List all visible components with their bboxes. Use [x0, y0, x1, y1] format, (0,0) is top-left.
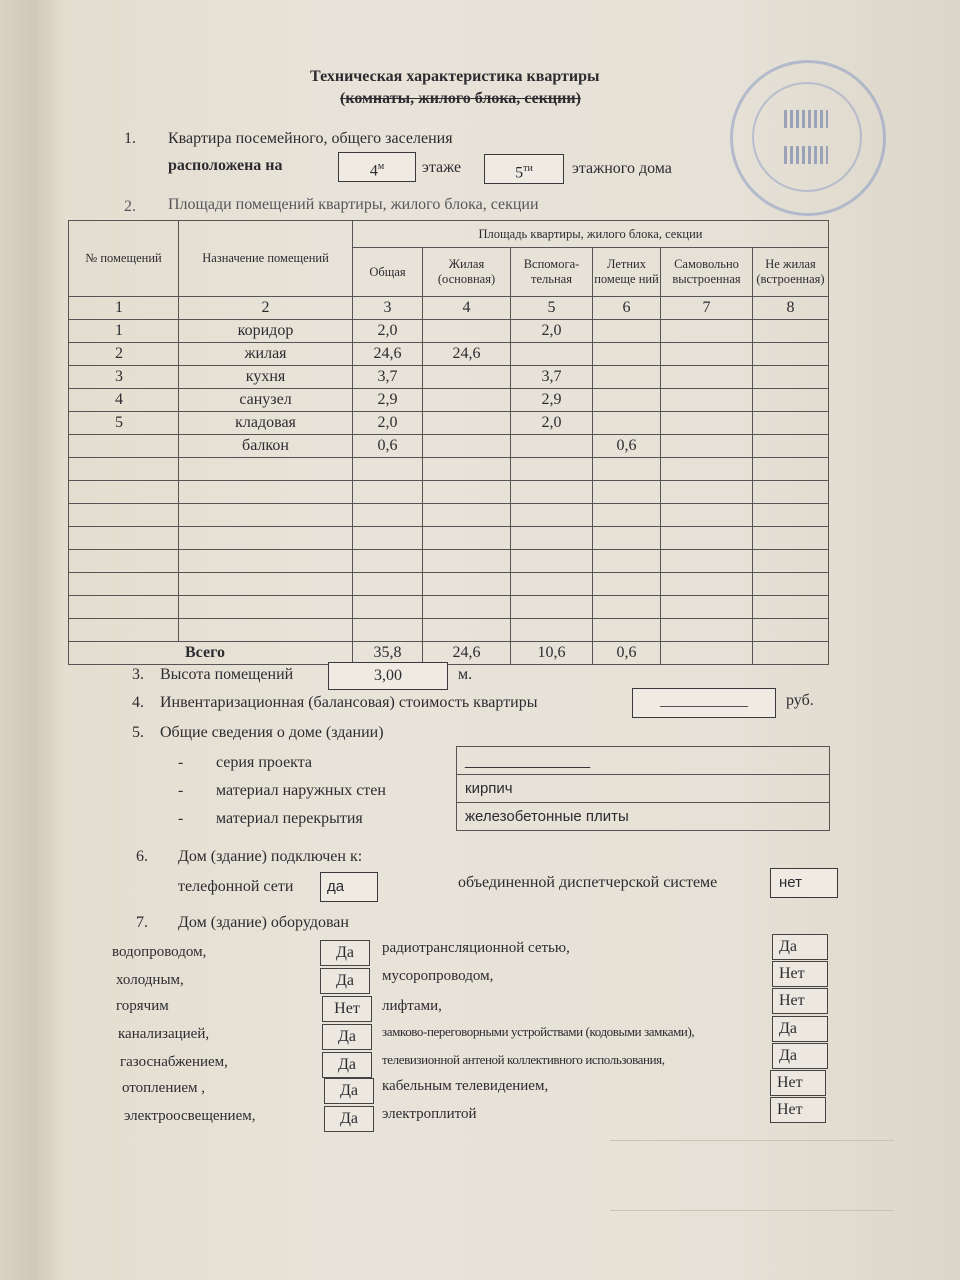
- room-number: 3: [69, 366, 179, 389]
- header-non-residential: Не жилая (встроенная): [753, 248, 829, 297]
- equipment-value: Да: [320, 968, 370, 994]
- header-auxiliary: Вспомога-тельная: [511, 248, 593, 297]
- floor-material-label: материал перекрытия: [216, 810, 363, 827]
- room-summer-area: [593, 343, 661, 366]
- room-summer-area: [593, 412, 661, 435]
- equipment-label: мусоропроводом,: [382, 968, 494, 984]
- item4-number: 4.: [132, 694, 144, 711]
- room-aux-area: 2,9: [511, 389, 593, 412]
- equipment-label: телевизионной антеной коллективного использования,: [382, 1052, 665, 1067]
- col-num-8: 8: [753, 297, 829, 320]
- floor-material-value: железобетонные плиты: [457, 803, 830, 831]
- room-name: санузел: [179, 389, 353, 412]
- equipment-value: Да: [324, 1078, 374, 1104]
- room-total-area: 2,0: [353, 412, 423, 435]
- room-name: жилая: [179, 343, 353, 366]
- equipment-value: Нет: [772, 961, 828, 987]
- total-row: [69, 642, 829, 665]
- col-num-3: 3: [353, 297, 423, 320]
- empty-row: [69, 596, 829, 619]
- ceiling-height-value: 3,00: [328, 662, 448, 690]
- equipment-label: кабельным телевидением,: [382, 1078, 549, 1094]
- floor-word: этаже: [422, 159, 462, 176]
- room-number: 4: [69, 389, 179, 412]
- item3-number: 3.: [132, 666, 144, 683]
- header-unauthorized: Самовольно выстроенная: [661, 248, 753, 297]
- room-living-area: [423, 412, 511, 435]
- phone-network-label: телефонной сети: [178, 878, 294, 895]
- header-area-group: Площадь квартиры, жилого блока, секции: [353, 221, 829, 248]
- header-total: Общая: [353, 248, 423, 297]
- room-name: кладовая: [179, 412, 353, 435]
- document-subtitle: (комнаты, жилого блока, секции): [340, 90, 581, 107]
- header-room-number: № помещений: [69, 221, 179, 297]
- room-living-area: 24,6: [423, 343, 511, 366]
- item5-number: 5.: [132, 724, 144, 741]
- col-num-7: 7: [661, 297, 753, 320]
- item1-located-label: расположена на: [168, 157, 283, 174]
- room-total-area: 2,0: [353, 320, 423, 343]
- item3-text: Высота помещений: [160, 666, 294, 683]
- equipment-value: Да: [322, 1024, 372, 1050]
- col-num-1: 1: [69, 297, 179, 320]
- room-living-area: [423, 320, 511, 343]
- floors-total-value: 5: [515, 164, 524, 182]
- equipment-value: Нет: [770, 1070, 826, 1096]
- room-aux-area: 3,7: [511, 366, 593, 389]
- dispatch-system-label: объединенной диспетчерской системе: [458, 874, 718, 891]
- total-area: 35,8: [353, 642, 423, 665]
- equipment-value: Да: [320, 940, 370, 966]
- equipment-value: Нет: [322, 996, 372, 1022]
- total-aux-area: 10,6: [511, 642, 593, 665]
- floor-value: 4: [369, 162, 378, 180]
- room-name: балкон: [179, 435, 353, 458]
- inventory-value: ___________: [632, 688, 776, 718]
- table-row: [69, 343, 829, 366]
- project-series-label: серия проекта: [216, 754, 313, 771]
- item2-text: Площади помещений квартиры, жилого блока, секции: [168, 196, 539, 213]
- equipment-label: отоплением ,: [122, 1080, 206, 1096]
- equipment-value: Да: [322, 1052, 372, 1078]
- room-summer-area: 0,6: [593, 435, 661, 458]
- empty-row: [69, 527, 829, 550]
- room-total-area: 3,7: [353, 366, 423, 389]
- equipment-label: лифтами,: [382, 998, 442, 1014]
- bleed-through-line: [610, 1210, 894, 1211]
- item2-number: 2.: [124, 198, 136, 215]
- item1-text: Квартира посемейного, общего заселения: [168, 130, 453, 147]
- col-num-6: 6: [593, 297, 661, 320]
- table-row: [69, 435, 829, 458]
- room-number: 5: [69, 412, 179, 435]
- equipment-value: Нет: [772, 988, 828, 1014]
- item4-text: Инвентаризационная (балансовая) стоимость квартиры: [160, 694, 538, 711]
- floor-box: [338, 152, 416, 182]
- room-aux-area: 2,0: [511, 320, 593, 343]
- table-row: [69, 320, 829, 343]
- bullet-dash: -: [178, 810, 184, 827]
- dispatch-system-value: нет: [770, 868, 838, 898]
- room-aux-area: [511, 435, 593, 458]
- floors-word: этажного дома: [572, 160, 672, 177]
- empty-row: [69, 504, 829, 527]
- area-table: [68, 220, 829, 665]
- item5-text: Общие сведения о доме (здании): [160, 724, 384, 741]
- equipment-label: радиотрансляционной сетью,: [382, 940, 570, 956]
- phone-network-value: да: [320, 872, 378, 902]
- empty-row: [69, 619, 829, 642]
- equipment-label: холодным,: [116, 972, 184, 988]
- item6-number: 6.: [136, 848, 148, 865]
- floors-total-suffix: ти: [523, 163, 533, 174]
- document-title: Техническая характеристика квартиры: [310, 68, 600, 85]
- equipment-label: горячим: [116, 998, 169, 1014]
- room-summer-area: [593, 389, 661, 412]
- wall-material-label: материал наружных стен: [216, 782, 386, 799]
- table-row: [69, 366, 829, 389]
- room-living-area: [423, 389, 511, 412]
- official-stamp-inner-ring: [752, 82, 862, 192]
- project-series-value: _______________: [457, 747, 830, 775]
- empty-row: [69, 458, 829, 481]
- room-name: кухня: [179, 366, 353, 389]
- room-name: коридор: [179, 320, 353, 343]
- item7-text: Дом (здание) оборудован: [178, 914, 349, 931]
- empty-row: [69, 481, 829, 504]
- equipment-label: электроосвещением,: [124, 1108, 256, 1124]
- room-total-area: 0,6: [353, 435, 423, 458]
- room-aux-area: [511, 343, 593, 366]
- bleed-through-line: [610, 1140, 894, 1141]
- room-living-area: [423, 366, 511, 389]
- table-row: [69, 412, 829, 435]
- room-summer-area: [593, 366, 661, 389]
- bullet-dash: -: [178, 754, 184, 771]
- bullet-dash: -: [178, 782, 184, 799]
- table-row: [69, 389, 829, 412]
- stamp-qr-mark-bottom: [784, 146, 828, 164]
- equipment-label: водопроводом,: [112, 944, 207, 960]
- total-living-area: 24,6: [423, 642, 511, 665]
- item6-text: Дом (здание) подключен к:: [178, 848, 363, 865]
- building-info-table: [456, 746, 830, 831]
- equipment-label: канализацией,: [118, 1026, 210, 1042]
- equipment-value: Нет: [770, 1097, 826, 1123]
- col-num-4: 4: [423, 297, 511, 320]
- room-total-area: 24,6: [353, 343, 423, 366]
- item1-number: 1.: [124, 130, 136, 147]
- total-label: Всего: [69, 642, 353, 665]
- room-number: 2: [69, 343, 179, 366]
- room-aux-area: 2,0: [511, 412, 593, 435]
- inventory-unit: руб.: [786, 692, 814, 709]
- wall-material-value: кирпич: [457, 775, 830, 803]
- col-num-5: 5: [511, 297, 593, 320]
- floors-total-box: [484, 154, 564, 184]
- total-summer-area: 0,6: [593, 642, 661, 665]
- stamp-qr-mark-top: [784, 110, 828, 128]
- equipment-label: газоснабжением,: [120, 1054, 228, 1070]
- header-summer: Летних помеще ний: [593, 248, 661, 297]
- col-num-2: 2: [179, 297, 353, 320]
- equipment-value: Да: [324, 1106, 374, 1132]
- header-living: Жилая (основная): [423, 248, 511, 297]
- item7-number: 7.: [136, 914, 148, 931]
- room-living-area: [423, 435, 511, 458]
- equipment-value: Да: [772, 1016, 828, 1042]
- header-room-purpose: Назначение помещений: [179, 221, 353, 297]
- empty-row: [69, 550, 829, 573]
- column-number-row: [69, 297, 829, 320]
- room-number: [69, 435, 179, 458]
- empty-row: [69, 573, 829, 596]
- equipment-label: электроплитой: [382, 1106, 477, 1122]
- equipment-value: Да: [772, 1043, 828, 1069]
- equipment-label: замково-переговорными устройствами (кодовыми замками),: [382, 1024, 695, 1039]
- room-number: 1: [69, 320, 179, 343]
- ceiling-height-unit: м.: [458, 666, 473, 683]
- equipment-value: Да: [772, 934, 828, 960]
- room-total-area: 2,9: [353, 389, 423, 412]
- room-summer-area: [593, 320, 661, 343]
- floor-suffix: м: [377, 161, 385, 172]
